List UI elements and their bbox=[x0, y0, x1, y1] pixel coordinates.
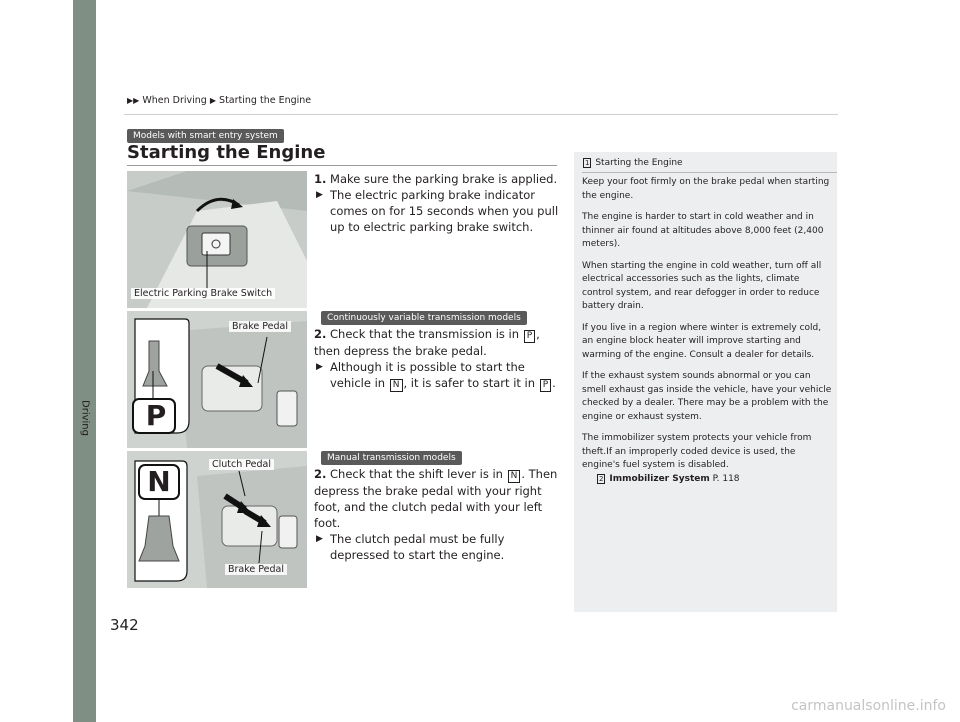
caption-clutch-pedal: Clutch Pedal bbox=[209, 459, 274, 470]
breadcrumb-item-2[interactable]: Starting the Engine bbox=[219, 95, 312, 106]
ref-marker-icon: 2 bbox=[599, 474, 604, 483]
tag-mt: Manual transmission models bbox=[321, 451, 462, 465]
breadcrumb-arrow-icon: ▶▶ bbox=[127, 96, 140, 105]
breadcrumb bbox=[127, 95, 311, 106]
step-2-cvt-sub-c: . bbox=[552, 376, 556, 390]
step-1-text: Make sure the parking brake is applied. bbox=[330, 172, 558, 186]
breadcrumb-arrow-icon: ▶ bbox=[209, 96, 217, 105]
key-p-icon: P bbox=[524, 330, 535, 343]
side-tab bbox=[73, 0, 96, 722]
step-2-mt-text-a: Check that the shift lever is in bbox=[330, 467, 503, 481]
page-title: Starting the Engine bbox=[127, 142, 326, 163]
step-1-number: 1. bbox=[314, 172, 327, 186]
step-1-sub: ▶ The electric parking brake indicator comes on for 15 seconds when you pull up to electric parking brake switch. bbox=[314, 187, 559, 235]
step-2-mt-text-b: . Then depress the brake pedal with your right foot, and the clutch pedal with your left foot. bbox=[314, 467, 558, 530]
title-divider bbox=[127, 165, 557, 166]
step-2-cvt-text-a: Check that the transmission is in bbox=[330, 327, 520, 341]
caption-brake-pedal-mt: Brake Pedal bbox=[225, 564, 287, 575]
sidebar-p6: The immobilizer system protects your vehicle from theft.If an improperly coded device is used, the engine's fuel system is disabled. bbox=[582, 433, 812, 470]
sidebar-p2: The engine is harder to start in cold weather and in thinner air found at altitudes above 8,000 feet (2,400 meters). bbox=[582, 212, 824, 249]
gear-letter-n: N bbox=[147, 465, 171, 498]
sidebar-p1: Keep your foot firmly on the brake pedal when starting the engine. bbox=[582, 177, 830, 201]
cvt-brake-illustration bbox=[127, 311, 307, 448]
step-2-mt bbox=[314, 466, 559, 563]
note-marker-icon: 1 bbox=[585, 159, 590, 167]
step-2-mt-number: 2. bbox=[314, 467, 327, 481]
step-2-cvt-number: 2. bbox=[314, 327, 327, 341]
step-2-cvt-sub bbox=[314, 359, 559, 392]
sidebar-p5: If the exhaust system sounds abnormal or you can smell exhaust gas inside the vehicle, have your vehicle checked by a dealer. There may be a problem with the engine or exhaust system. bbox=[582, 371, 832, 422]
step-2-cvt-sub-a: Although it is possible to start the vehicle in bbox=[330, 360, 525, 390]
step-2-cvt-text-b: , then depress the brake pedal. bbox=[314, 327, 540, 358]
sidebar-heading-text: Starting the Engine bbox=[595, 158, 683, 168]
key-n-icon: N bbox=[390, 379, 403, 392]
tag-smart-entry: Models with smart entry system bbox=[127, 129, 284, 143]
parking-brake-illustration bbox=[127, 171, 307, 308]
watermark: carmanualsonline.info bbox=[791, 698, 946, 714]
sidebar-divider bbox=[582, 172, 837, 173]
step-2-cvt-sub-b: , it is safer to start it in bbox=[403, 376, 536, 390]
sidebar-p4: If you live in a region where winter is extremely cold, an engine block heater will improve starting and warming of the engine. Consult a dealer for details. bbox=[582, 322, 822, 360]
sidebar-p3: When starting the engine in cold weather, turn off all electrical accessories such as the lights, climate control system, and rear defogger in order to reduce battery drain. bbox=[582, 260, 822, 311]
breadcrumb-item-1[interactable]: When Driving bbox=[142, 95, 207, 106]
gear-letter-p: P bbox=[145, 399, 167, 432]
immobilizer-link[interactable] bbox=[582, 473, 832, 487]
side-tab-label: Driving bbox=[79, 400, 90, 436]
ref-page: P. 118 bbox=[712, 473, 740, 484]
sidebar-body bbox=[582, 176, 832, 486]
caption-parking-brake-switch: Electric Parking Brake Switch bbox=[131, 288, 275, 299]
breadcrumb-divider bbox=[124, 114, 838, 115]
step-2-mt-sub: ▶ The clutch pedal must be fully depressed to start the engine. bbox=[314, 531, 559, 563]
step-1 bbox=[314, 171, 559, 235]
page-number: 342 bbox=[110, 616, 139, 634]
caption-brake-pedal-cvt: Brake Pedal bbox=[229, 321, 291, 332]
sidebar-note bbox=[574, 152, 837, 612]
key-n-icon: N bbox=[508, 470, 521, 483]
key-p-icon: P bbox=[540, 379, 551, 392]
step-2-cvt bbox=[314, 326, 559, 392]
mt-pedal-illustration bbox=[127, 451, 307, 588]
ref-label: Immobilizer System bbox=[609, 473, 710, 484]
sidebar-heading bbox=[582, 158, 683, 168]
tag-cvt: Continuously variable transmission models bbox=[321, 311, 527, 325]
